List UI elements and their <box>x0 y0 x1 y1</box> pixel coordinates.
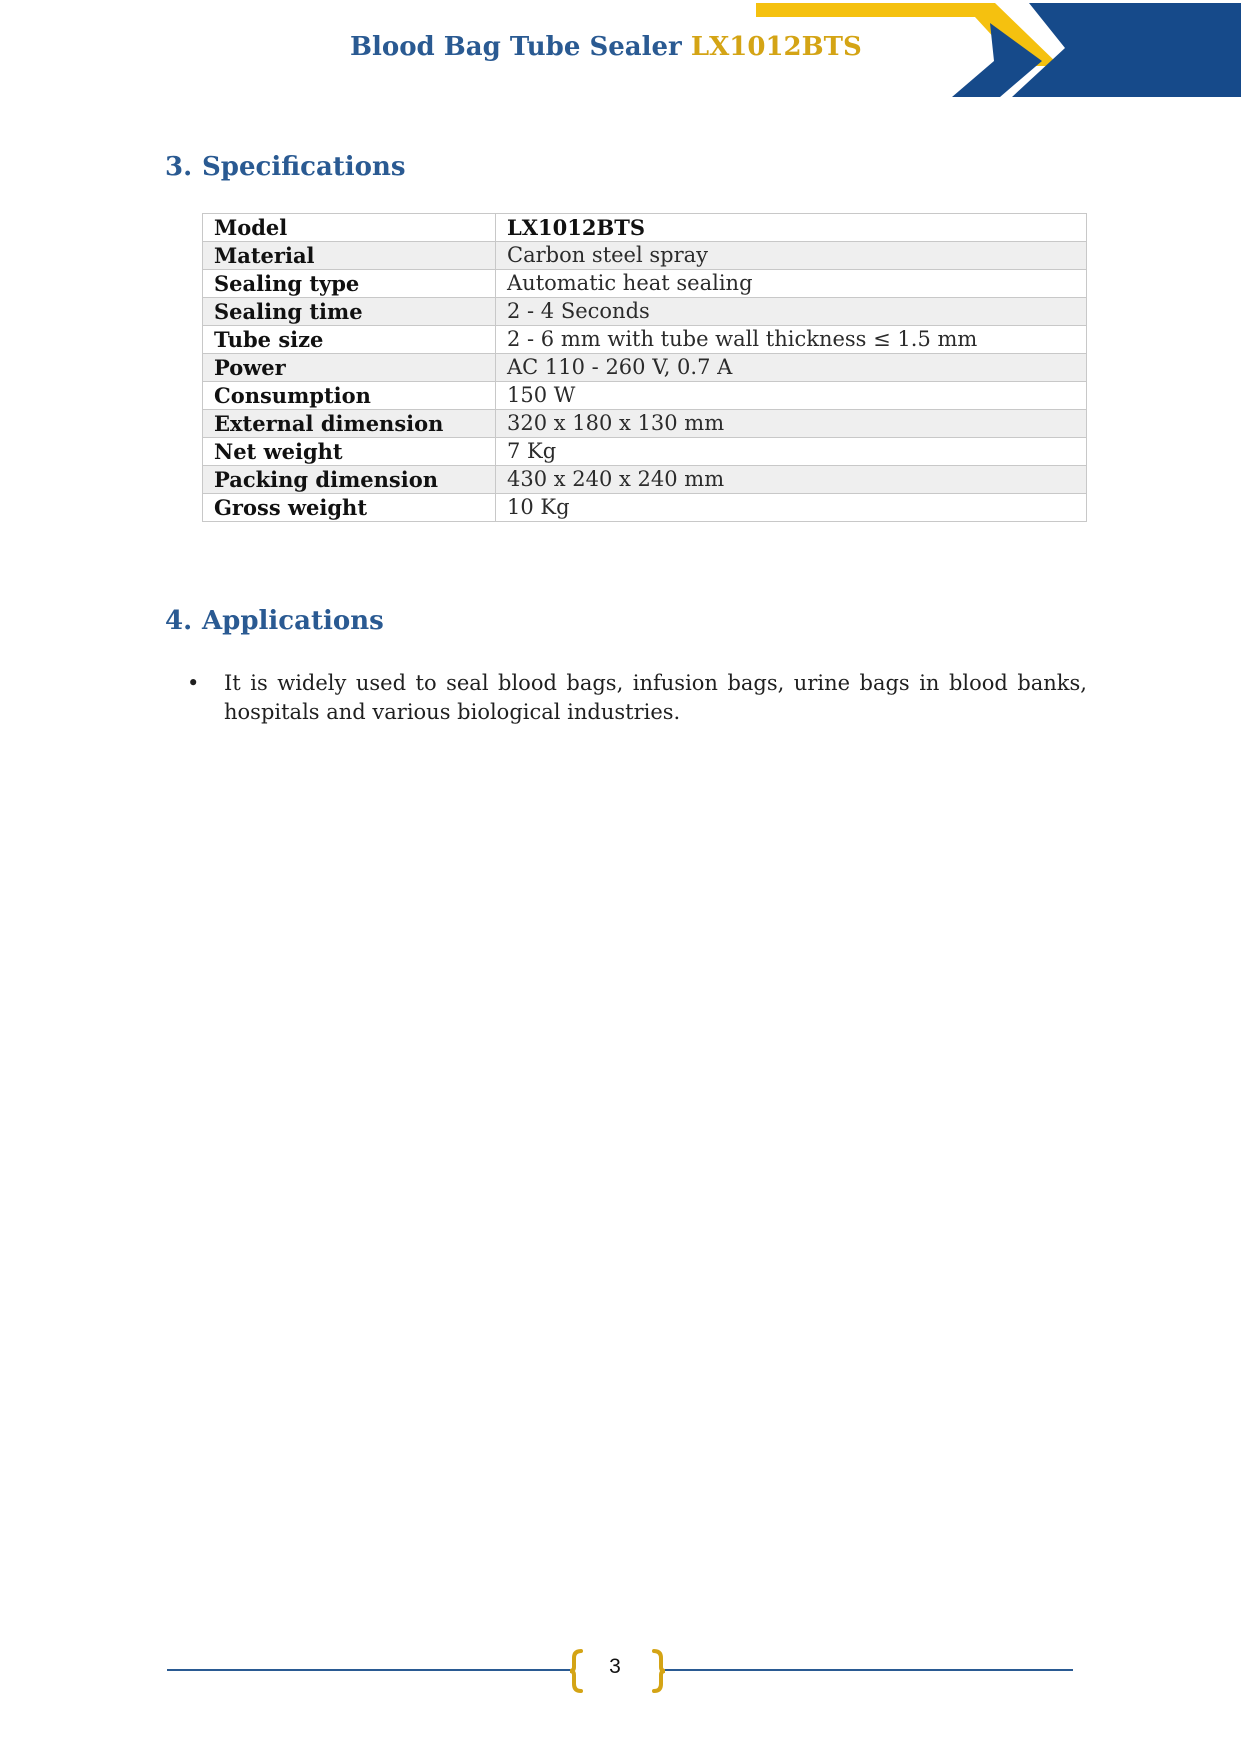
table-row <box>203 326 1087 354</box>
spec-label: Net weight <box>203 438 496 466</box>
corner-chevron-logo <box>750 0 1241 100</box>
spec-label: Packing dimension <box>203 466 496 494</box>
table-row <box>203 494 1087 522</box>
section-heading-applications <box>165 606 384 636</box>
spec-value: LX1012BTS <box>496 214 1087 242</box>
footer-left-brace-icon <box>568 1648 584 1694</box>
spec-value: 430 x 240 x 240 mm <box>496 466 1087 494</box>
spec-label: Tube size <box>203 326 496 354</box>
spec-label: Consumption <box>203 382 496 410</box>
spec-value: Automatic heat sealing <box>496 270 1087 298</box>
footer-rule-left <box>167 1669 570 1671</box>
table-row <box>203 242 1087 270</box>
table-row <box>203 438 1087 466</box>
footer-rule-right <box>665 1669 1073 1671</box>
table-row <box>203 354 1087 382</box>
spec-value: 150 W <box>496 382 1087 410</box>
spec-label: External dimension <box>203 410 496 438</box>
section-number: 4. <box>165 606 193 636</box>
spec-value: 2 - 4 Seconds <box>496 298 1087 326</box>
specifications-table <box>202 213 1087 522</box>
spec-label: Material <box>203 242 496 270</box>
section-title: Specifications <box>202 152 406 182</box>
header-model-code: LX1012BTS <box>690 32 862 62</box>
spec-value: 320 x 180 x 130 mm <box>496 410 1087 438</box>
section-number: 3. <box>165 152 193 182</box>
spec-value: Carbon steel spray <box>496 242 1087 270</box>
section-heading-specifications <box>165 152 406 182</box>
page-number: 3 <box>609 1655 621 1678</box>
spec-label: Power <box>203 354 496 382</box>
blue-corner-block <box>1012 3 1241 97</box>
header-product-name: Blood Bag Tube Sealer <box>350 32 682 62</box>
application-description: It is widely used to seal blood bags, infusion bags, urine bags in blood banks, hospitals and various biological industries. <box>224 671 1087 724</box>
section-title: Applications <box>202 606 384 636</box>
table-row <box>203 270 1087 298</box>
list-item <box>187 669 1087 727</box>
footer-right-brace-icon <box>651 1648 667 1694</box>
bullet-icon: • <box>187 671 200 695</box>
spec-label: Gross weight <box>203 494 496 522</box>
spec-value: 7 Kg <box>496 438 1087 466</box>
table-row <box>203 466 1087 494</box>
spec-value: 2 - 6 mm with tube wall thickness ≤ 1.5 mm <box>496 326 1087 354</box>
spec-label: Sealing type <box>203 270 496 298</box>
table-row <box>203 214 1087 242</box>
table-row <box>203 298 1087 326</box>
table-row <box>203 382 1087 410</box>
spec-label: Model <box>203 214 496 242</box>
spec-label: Sealing time <box>203 298 496 326</box>
spec-value: 10 Kg <box>496 494 1087 522</box>
spec-value: AC 110 - 260 V, 0.7 A <box>496 354 1087 382</box>
table-row <box>203 410 1087 438</box>
